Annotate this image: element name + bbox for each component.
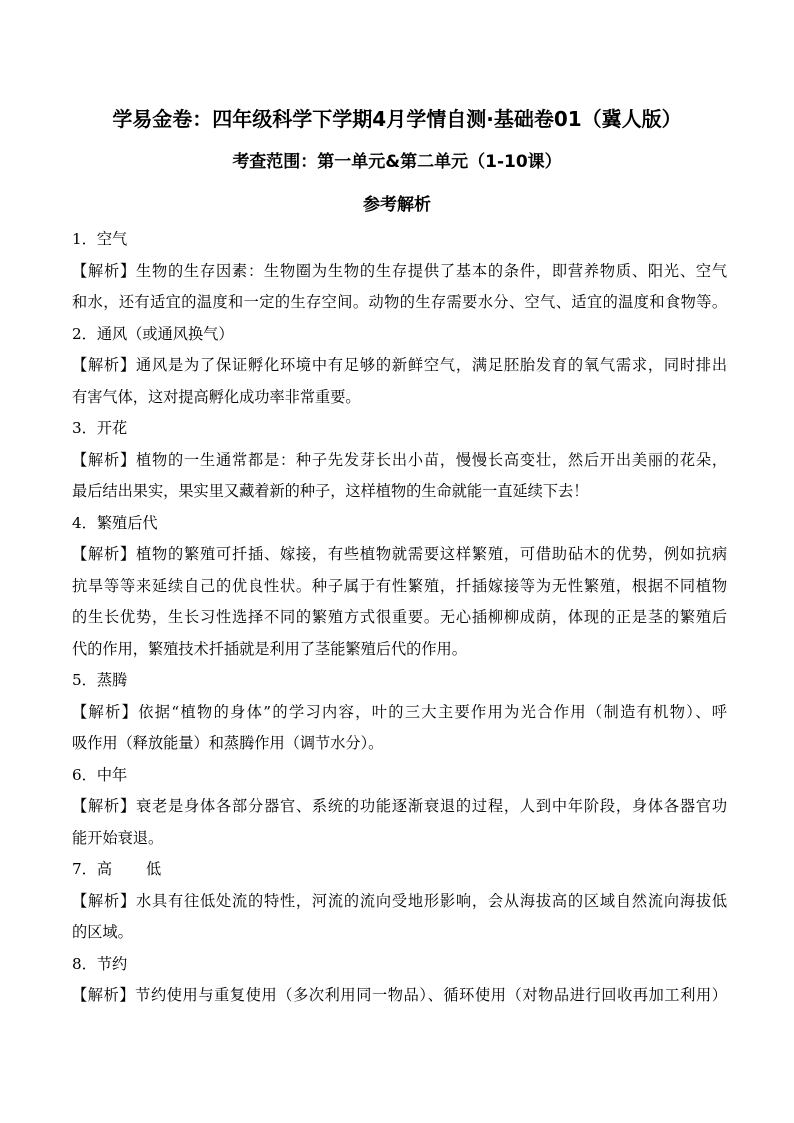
answer-2: 2．通风（或通风换气） — [72, 324, 234, 343]
analysis-1-line-1: 【解析】生物的生存因素：生物圈为生物的生存提供了基本的条件，即营养物质、阳光、空气 — [72, 261, 727, 280]
section-subtitle: 参考解析 — [363, 195, 431, 215]
analysis-4-line-3: 的生长优势，生长习性选择不同的繁殖方式很重要。无心插柳柳成荫，体现的正是茎的繁殖后 — [72, 608, 727, 626]
analysis-2-line-1: 【解析】通风是为了保证孵化环境中有足够的新鲜空气，满足胚胎发育的氧气需求，同时排出 — [72, 356, 727, 374]
answer-1: 1．空气 — [72, 230, 128, 248]
analysis-4-line-4: 代的作用，繁殖技术扦插就是利用了茎能繁殖后代的作用。 — [72, 639, 467, 658]
answer-list — [72, 224, 727, 1012]
answer-7-part-b: 低 — [146, 860, 162, 878]
answer-8: 8．节约 — [72, 954, 128, 973]
analysis-7-line-2: 的区域。 — [72, 923, 133, 941]
analysis-5-line-2: 吸作用（释放能量）和蒸腾作用（调节水分）。 — [72, 734, 384, 752]
answer-3: 3．开花 — [72, 419, 128, 437]
analysis-4-line-1: 【解析】植物的繁殖可扦插、嫁接，有些植物就需要这样繁殖，可借助砧木的优势，例如抗病 — [72, 545, 727, 563]
document-title: 学易金卷：四年级科学下学期4月学情自测·基础卷01（冀人版） — [112, 107, 682, 131]
answer-7 — [72, 854, 727, 886]
answer-4: 4．繁殖后代 — [72, 513, 158, 532]
exam-scope: 考查范围：第一单元&第二单元（1-10课） — [232, 152, 562, 172]
answer-5: 5．蒸腾 — [72, 671, 128, 689]
analysis-3-line-2: 最后结出果实，果实里又藏着新的种子，这样植物的生命就能一直延续下去！ — [72, 482, 589, 500]
analysis-6-line-1: 【解析】衰老是身体各部分器官、系统的功能逐渐衰退的过程，人到中年阶段，身体各器官功 — [72, 797, 727, 815]
analysis-3-line-1: 【解析】植物的一生通常都是：种子先发芽长出小苗，慢慢长高变壮，然后开出美丽的花朵， — [72, 450, 727, 469]
answer-6: 6．中年 — [72, 765, 128, 784]
analysis-6-line-2: 能开始衰退。 — [72, 828, 164, 847]
analysis-2-line-2: 有害气体，这对提高孵化成功率非常重要。 — [72, 387, 361, 406]
analysis-4-line-2: 抗旱等等来延续自己的优良性状。种子属于有性繁殖，扦插嫁接等为无性繁殖，根据不同植物 — [72, 576, 727, 595]
analysis-7-line-1: 【解析】水具有往低处流的特性，河流的流向受地形影响，会从海拔高的区域自然流向海拔低 — [72, 891, 727, 910]
analysis-1-line-2: 和水，还有适宜的温度和一定的生存空间。动物的生存需要水分、空气、适宜的温度和食物等。 — [72, 293, 727, 311]
answer-7-part-a: 7．高 — [72, 860, 113, 878]
analysis-8-line-1: 【解析】节约使用与重复使用（多次利用同一物品）、循环使用（对物品进行回收再加工利用） — [72, 986, 727, 1004]
analysis-5-line-1: 【解析】依据“植物的身体”的学习内容，叶的三大主要作用为光合作用（制造有机物）、呼 — [72, 702, 727, 721]
